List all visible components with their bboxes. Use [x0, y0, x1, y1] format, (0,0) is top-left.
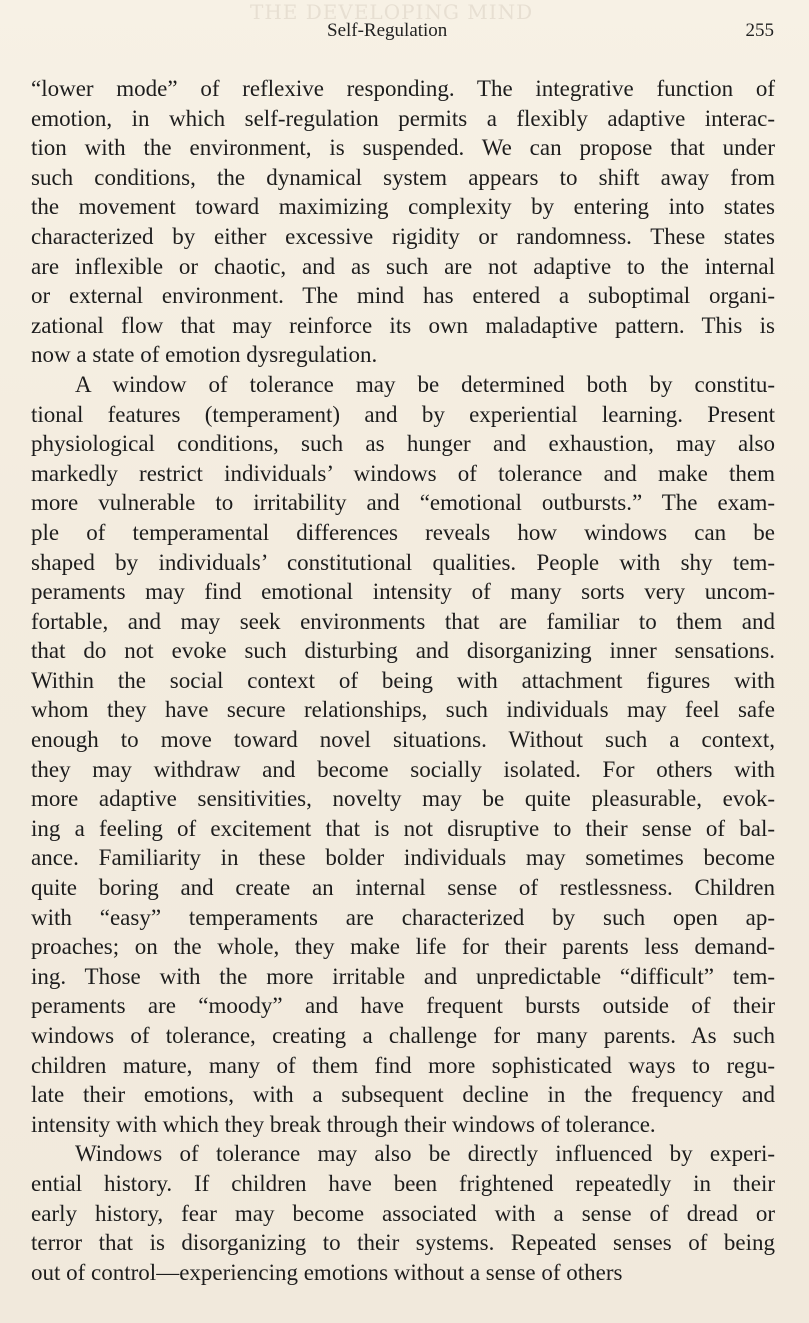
text-line: fortable, and may seek environments that are familiar to them and [31, 608, 775, 634]
text-line: now a state of emotion dysregulation. [31, 342, 378, 368]
running-head: Self-Regulation [327, 20, 448, 41]
text-line: windows of tolerance, creating a challenge for many parents. As such [31, 1023, 775, 1048]
text-line: Within the social context of being with attachment figures with [31, 667, 775, 693]
text-line: markedly restrict individuals’ windows of tolerance and make them [31, 460, 775, 486]
text-line: ing. Those with the more irritable and unpredictable “difficult” tem- [31, 963, 775, 989]
text-line: shaped by individuals’ constitutional qualities. People with shy tem- [31, 549, 775, 575]
text-line: characterized by either excessive rigidity or randomness. These states [31, 223, 775, 249]
text-line: tion with the environment, is suspended. We can propose that under [31, 135, 775, 161]
text-line: intensity with which they break through their windows of tolerance. [31, 1111, 656, 1137]
text-line: ing a feeling of excitement that is not disruptive to their sense of bal- [31, 815, 775, 841]
page-number: 255 [745, 20, 774, 41]
text-line: physiological conditions, such as hunger and exhaustion, may also [31, 431, 775, 457]
text-line: proaches; on the whole, they make life for their parents less demand- [31, 934, 775, 960]
text-line: early history, fear may become associated with a sense of dread or [31, 1200, 775, 1226]
text-line: peraments are “moody” and have frequent bursts outside of their [31, 993, 775, 1019]
paragraph-1 [31, 74, 775, 370]
text-line: tional features (temperament) and by experiential learning. Present [31, 401, 775, 427]
text-line: zational flow that may reinforce its own maladaptive pattern. This is [31, 312, 775, 338]
text-line: late their emotions, with a subsequent decline in the frequency and [31, 1082, 775, 1108]
text-line: are inflexible or chaotic, and as such are not adaptive to the internal [31, 253, 775, 279]
text-line: more vulnerable to irritability and “emotional outbursts.” The exam- [31, 490, 775, 516]
text-line: they may withdraw and become socially isolated. For others with [31, 756, 775, 782]
text-line: emotion, in which self-regulation permits a flexibly adaptive interac- [31, 105, 775, 131]
text-line: enough to move toward novel situations. Without such a context, [31, 727, 775, 753]
text-line: more adaptive sensitivities, novelty may be quite pleasurable, evok- [31, 786, 775, 812]
text-line: out of control—experiencing emotions without a sense of others [31, 1259, 623, 1285]
text-line: the movement toward maximizing complexity by entering into states [31, 194, 775, 220]
text-line: that do not evoke such disturbing and disorganizing inner sensations. [31, 638, 775, 664]
text-line: ential history. If children have been frightened repeatedly in their [31, 1170, 775, 1196]
text-line: Windows of tolerance may also be directly influenced by experi- [75, 1141, 775, 1167]
text-line: quite boring and create an internal sense of restlessness. Children [31, 875, 775, 901]
text-line: with “easy” temperaments are characterized by such open ap- [31, 904, 775, 930]
page-header [0, 20, 809, 46]
text-line: terror that is disorganizing to their systems. Repeated senses of being [31, 1230, 775, 1256]
text-line: ance. Familiarity in these bolder individuals may sometimes become [31, 845, 775, 871]
text-line: A window of tolerance may be determined both by constitu- [75, 371, 775, 397]
text-line: such conditions, the dynamical system appears to shift away from [31, 164, 775, 190]
bleed-through-text: THE DEVELOPING MIND [250, 0, 534, 24]
text-line: peraments may find emotional intensity of many sorts very uncom- [31, 579, 775, 605]
text-line: children mature, many of them find more sophisticated ways to regu- [31, 1052, 775, 1078]
body-text [31, 74, 775, 1287]
text-line: “lower mode” of reflexive responding. The integrative function of [31, 76, 775, 101]
paragraph-3 [31, 1139, 775, 1287]
paragraph-2 [31, 370, 775, 1139]
text-line: or external environment. The mind has entered a suboptimal organi- [31, 283, 775, 309]
text-line: whom they have secure relationships, such individuals may feel safe [31, 697, 775, 723]
text-line: ple of temperamental differences reveals how windows can be [31, 519, 775, 545]
